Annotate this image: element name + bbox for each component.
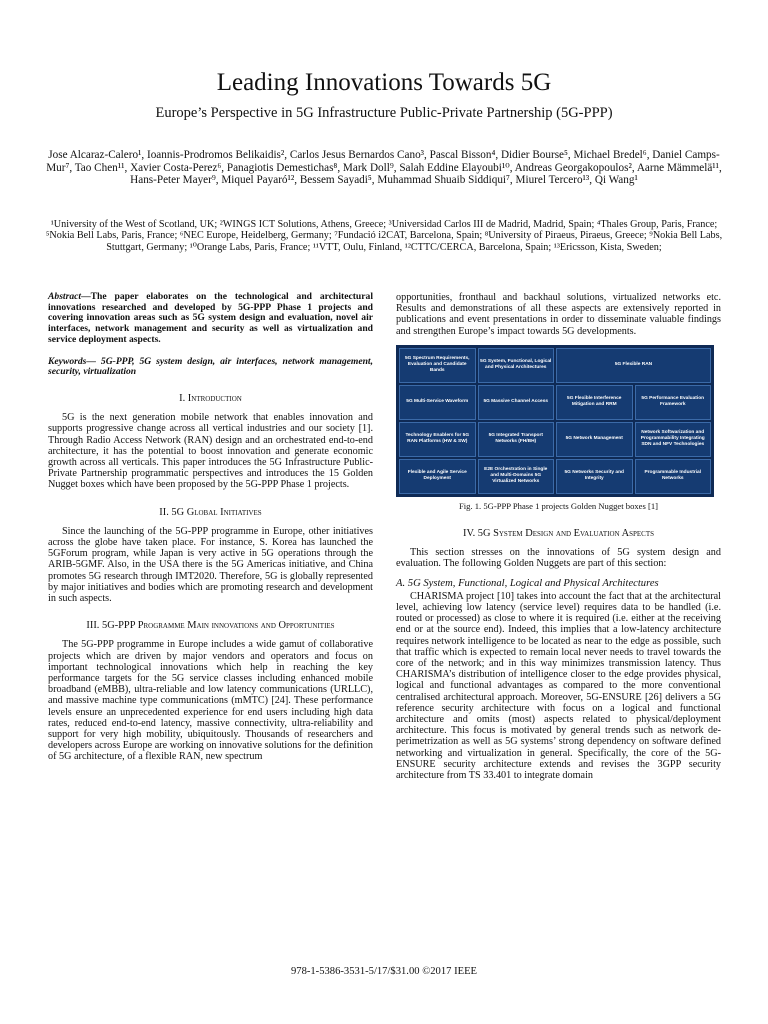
- figure-box: 5G System, Functional, Logical and Physical Architectures: [478, 348, 555, 383]
- paper-subtitle: Europe’s Perspective in 5G Infrastructure Public-Private Partnership (5G-PPP): [155, 105, 613, 121]
- affiliation-list: ¹University of the West of Scotland, UK; ²WINGS ICT Solutions, Athens, Greece; ³Universidad Carlos III de Madrid, Madrid, Spain; ⁴Thales Group, Paris, France; ⁵Nokia Bell Labs, Paris, France; ⁶NEC Europe, Heidelberg, Germany; ⁷Fundació i2CAT, Barcelona, Spain; ⁸University of Piraeus, Piraeus, Greece; ⁹Nokia Bell Labs, Stuttgart, Germany; ¹⁰Orange Labs, Paris, France; ¹¹VTT, Oulu, Finland, ¹²CTTC/CERCA, Barcelona, Spain; ¹³Ericsson, Kista, Sweden;: [45, 219, 723, 253]
- paper-title: Leading Innovations Towards 5G: [216, 69, 552, 96]
- figure-box: Technology Enablers for 5G RAN Platforms (HW & SW): [399, 422, 476, 457]
- author-list: Jose Alcaraz-Calero¹, Ioannis-Prodromos Belikaidis², Carlos Jesus Bernardos Cano³, Pascal Bisson⁴, Didier Bourse⁵, Michael Bredel⁶, Daniel Camps-Mur⁷, Tao Chen¹¹, Xavier Costa-Perez⁶, Panagiotis Demestichas⁸, Mark Doll⁹, Salah Eddine Elayoubi¹⁰, Andreas Georgakopoulos², Aarne Mämmelä¹¹, Hans-Peter Mayer⁹, Miquel Payaró¹², Bessem Sayadi⁵, Muhammad Shuaib Siddiqui⁷, Miurel Tercero¹³, Qi Wang¹: [46, 149, 722, 187]
- golden-nugget-figure: [396, 345, 714, 497]
- section-text-introduction: 5G is the next generation mobile network that enables innovation and supports progressive change across all vertical industries and our society [1]. Through Radio Access Network (RAN) design and an orchestrated end-to-end architecture, it has the potential to boost innovation and generate economic growth across all verticals. This paper introduces the 5G Infrastructure Public-Private Partnership programmatic perspectives and introduces the 15 Golden Nugget boxes which have been proposed by the 5G-PPP Phase 1 projects.: [48, 412, 373, 491]
- figure-box: 5G Integrated Transport Networks (FH/BH): [478, 422, 555, 457]
- figure-box: 5G Massive Channel Access: [478, 385, 555, 420]
- figure-box: E2E Orchestration in Single and Multi-Domains 5G Virtualized Networks: [478, 459, 555, 494]
- figure-box: Flexible and Agile Service Deployment: [399, 459, 476, 494]
- section-text-innovations: The 5G-PPP programme in Europe includes a wide gamut of collaborative projects which are driven by major vendors and operators and focus on important technological innovations which help in reaching the key performance targets for the 5G service classes including enhanced mobile broadband (eMBB), ultra-reliable and low latency communications (URLLC), and massive machine type communications (mMTC) [24]. These performance levels ensure an unprecedented experience for end users including high data rates, reduced end-to-end latency, massive connectivity, ultra-reliability and support for very high mobility, ubiquitously. Thousands of researchers and developers across Europe are working on innovative solutions for the definition of 5G architecture, of a flexible RAN, new spectrum: [48, 639, 373, 763]
- section-text-innovations-continued: opportunities, fronthaul and backhaul solutions, virtualized networks etc. Results and demonstrations of all these aspects are extensively reported in publications and event presentations in order to disseminate valuable findings and strengthen Europe’s impact towards 5G developments.: [396, 292, 721, 337]
- figure-box: 5G Flexible Interference Mitigation and RRM: [556, 385, 633, 420]
- section-text-system-design: This section stresses on the innovations of 5G system design and evaluation. The following Golden Nuggets are part of this section:: [396, 547, 721, 570]
- subsection-text-architectures: CHARISMA project [10] takes into account the fact that at the architectural level, achieving low latency (service level) requires data to be handled (i.e. routed or processed) as close to where it is required (i.e. either at the receiving end or at the source end). Indeed, this implies that a low-latency architecture requires network intelligence to be located as near to the edge as possible, such that traffic which is expected to remain local never needs to travel towards the core of the network; and in this way minimizes transmission latency. Thus CHARISMA’s distribution of intelligence closer to the edge provides physical, logical and functional advantages as compared to the more conventional centralised architectural approach. Moreover, 5G-ENSURE [26] delivers a 5G reference security architecture with focus on a logical and functional architecture and omits (most) aspects related to physical/deployment architecture. This focus is motivated by general trends such as network de-perimetrization as well as 5G systems’ strong dependency on software defined networking and virtualization in general. Specifically, the core of the 5G-ENSURE security architecture extends and revises the 3GPP security architecture from TS 33.401 to integrate domain: [396, 590, 721, 782]
- section-heading-global-initiatives: II. 5G Global Initiatives: [159, 506, 262, 518]
- section-heading-innovations: III. 5G-PPP Programme Main innovations and Opportunities: [86, 620, 335, 632]
- section-heading-system-design: IV. 5G System Design and Evaluation Aspects: [462, 528, 654, 540]
- copyright-footer: 978-1-5386-3531-5/17/$31.00 ©2017 IEEE: [290, 966, 478, 977]
- left-column: [48, 292, 373, 763]
- figure-box: 5G Performance Evaluation Framework: [635, 385, 712, 420]
- abstract: [48, 292, 373, 346]
- figure-box: Programmable Industrial Networks: [635, 459, 712, 494]
- keywords: Keywords— 5G-PPP, 5G system design, air interfaces, network management, security, virtualization: [48, 355, 373, 378]
- figure-caption: Fig. 1. 5G-PPP Phase 1 projects Golden Nugget boxes [1]: [459, 500, 658, 511]
- right-column: [396, 292, 721, 781]
- abstract-lead: Abstract: [48, 291, 82, 302]
- section-text-global-initiatives: Since the launching of the 5G-PPP programme in Europe, other initiatives across the globe have taken place. For instance, S. Korea has launched the 5GForum program, while Japan is very active in 5G operations through the ARIB-5GMF. Also, in the USA there is the 5G Americas initiative, and China promotes 5G research through IMT2020. Therefore, 5G is globally represented by major initiatives and bodies which are promoting research and development in such aspects.: [48, 525, 373, 604]
- figure-box: 5G Multi-Service Waveform: [399, 385, 476, 420]
- subsection-heading-architectures: A. 5G System, Functional, Logical and Physical Architectures: [396, 577, 659, 589]
- figure-box: 5G Network Management: [556, 422, 633, 457]
- abstract-text: —The paper elaborates on the technological and architectural innovations researched and developed by 5G-PPP Phase 1 projects and covering innovation areas such as 5G system design and evaluation, novel air interfaces, network management and security as well as virtualization and service deployment aspects.: [48, 291, 373, 345]
- figure-box: 5G Spectrum Requirements, Evaluation and Candidate Bands: [399, 348, 476, 383]
- figure-box: 5G Flexible RAN: [556, 348, 711, 383]
- section-heading-introduction: I. Introduction: [179, 392, 242, 404]
- figure-box: Network Softwarization and Programmability Integrating SDN and NFV Technologies: [635, 422, 712, 457]
- figure-box: 5G Networks Security and Integrity: [556, 459, 633, 494]
